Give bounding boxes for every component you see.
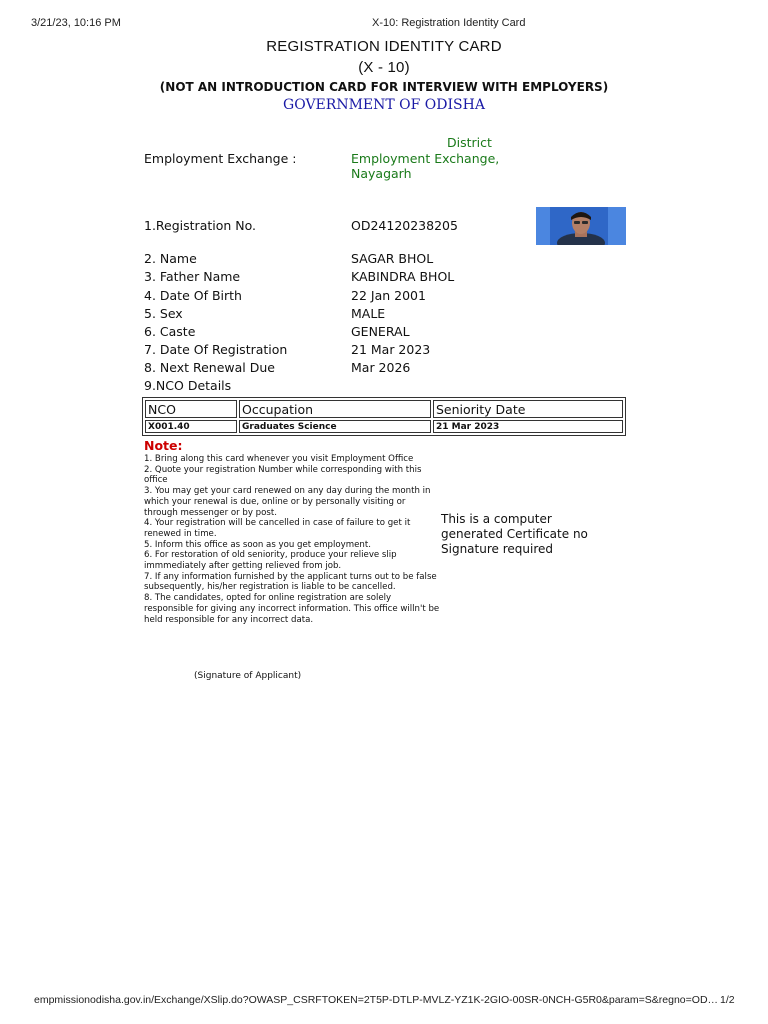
print-page-title: X-10: Registration Identity Card — [372, 17, 526, 29]
note-line: responsible for giving any incorrect information. This office willn't be — [144, 603, 440, 614]
note-line: 2. Quote your registration Number while corresponding with this — [144, 464, 422, 475]
certificate-line-2: generated Certificate no — [441, 527, 588, 541]
field-label-sex: 5. Sex — [144, 306, 183, 321]
field-label-registration-no: 1.Registration No. — [144, 218, 257, 233]
note-line: office — [144, 475, 168, 486]
field-label-nco-details: 9.NCO Details — [144, 378, 232, 393]
field-value-registration-date: 21 Mar 2023 — [351, 342, 431, 357]
field-label-name: 2. Name — [144, 251, 197, 266]
field-value-renewal-due: Mar 2026 — [351, 360, 411, 375]
print-footer-url: empmissionodisha.gov.in/Exchange/XSlip.do?OWASP_CSRFTOKEN=2T5P-DTLP-MVLZ-YZ1K-2GIO-00SR-0NCH-G5R0&param=S&regno=OD… — [34, 994, 719, 1006]
note-line: renewed in time. — [144, 528, 217, 539]
note-line: through messenger or by post. — [144, 507, 277, 518]
card-form-number: (X - 10) — [358, 59, 410, 76]
field-label-father-name: 3. Father Name — [144, 269, 241, 284]
nco-cell-occupation: Graduates Science — [239, 420, 431, 433]
field-value-caste: GENERAL — [351, 324, 410, 339]
note-line: which your renewal is due, online or by personally visiting or — [144, 496, 406, 507]
table-row — [145, 420, 623, 433]
exchange-label: Employment Exchange : — [144, 151, 297, 166]
field-label-dob: 4. Date Of Birth — [144, 288, 242, 303]
field-label-caste: 6. Caste — [144, 324, 196, 339]
card-title: REGISTRATION IDENTITY CARD — [266, 38, 502, 55]
field-value-sex: MALE — [351, 306, 386, 321]
exchange-line-3: Nayagarh — [351, 166, 412, 181]
nco-header-occupation: Occupation — [239, 400, 431, 418]
field-label-renewal-due: 8. Next Renewal Due — [144, 360, 275, 375]
note-line: 3. You may get your card renewed on any day during the month in — [144, 486, 431, 497]
note-line: immmediately after getting relieved from job. — [144, 561, 342, 572]
field-value-father-name: KABINDRA BHOL — [351, 269, 455, 284]
note-line: held responsible for any incorrect data. — [144, 614, 314, 625]
note-list — [144, 454, 440, 625]
certificate-line-1: This is a computer — [441, 512, 552, 526]
note-line: 4. Your registration will be cancelled in case of failure to get it — [144, 518, 411, 529]
print-page-indicator: 1/2 — [720, 994, 735, 1006]
note-line: 5. Inform this office as soon as you get employment. — [144, 539, 371, 550]
nco-cell-code: X001.40 — [145, 420, 237, 433]
exchange-line-1: District — [447, 135, 492, 150]
certificate-line-3: Signature required — [441, 542, 553, 556]
field-value-registration-no: OD24120238205 — [351, 218, 458, 233]
signature-label: (Signature of Applicant) — [194, 671, 302, 681]
nco-header-seniority-date: Seniority Date — [433, 400, 623, 418]
nco-table — [142, 397, 626, 436]
print-datetime: 3/21/23, 10:16 PM — [31, 17, 121, 29]
field-value-name: SAGAR BHOL — [351, 251, 434, 266]
note-line: 6. For restoration of old seniority, produce your relieve slip — [144, 550, 397, 561]
note-line: 7. If any information furnished by the applicant turns out to be false — [144, 571, 437, 582]
note-line: 1. Bring along this card whenever you visit Employment Office — [144, 454, 414, 464]
nco-cell-seniority-date: 21 Mar 2023 — [433, 420, 623, 433]
field-label-registration-date: 7. Date Of Registration — [144, 342, 288, 357]
nco-header-nco: NCO — [145, 400, 237, 418]
government-heading: GOVERNMENT OF ODISHA — [283, 97, 485, 113]
card-disclaimer: (NOT AN INTRODUCTION CARD FOR INTERVIEW WITH EMPLOYERS) — [159, 80, 609, 94]
exchange-line-2: Employment Exchange, — [351, 151, 500, 166]
field-value-dob: 22 Jan 2001 — [351, 288, 426, 303]
note-line: 8. The candidates, opted for online registration are solely — [144, 593, 392, 604]
note-line: subsequently, his/her registration is liable to be cancelled. — [144, 582, 396, 593]
nco-table-header-row — [145, 400, 623, 418]
applicant-photo — [536, 207, 626, 245]
note-heading: Note: — [144, 438, 183, 453]
